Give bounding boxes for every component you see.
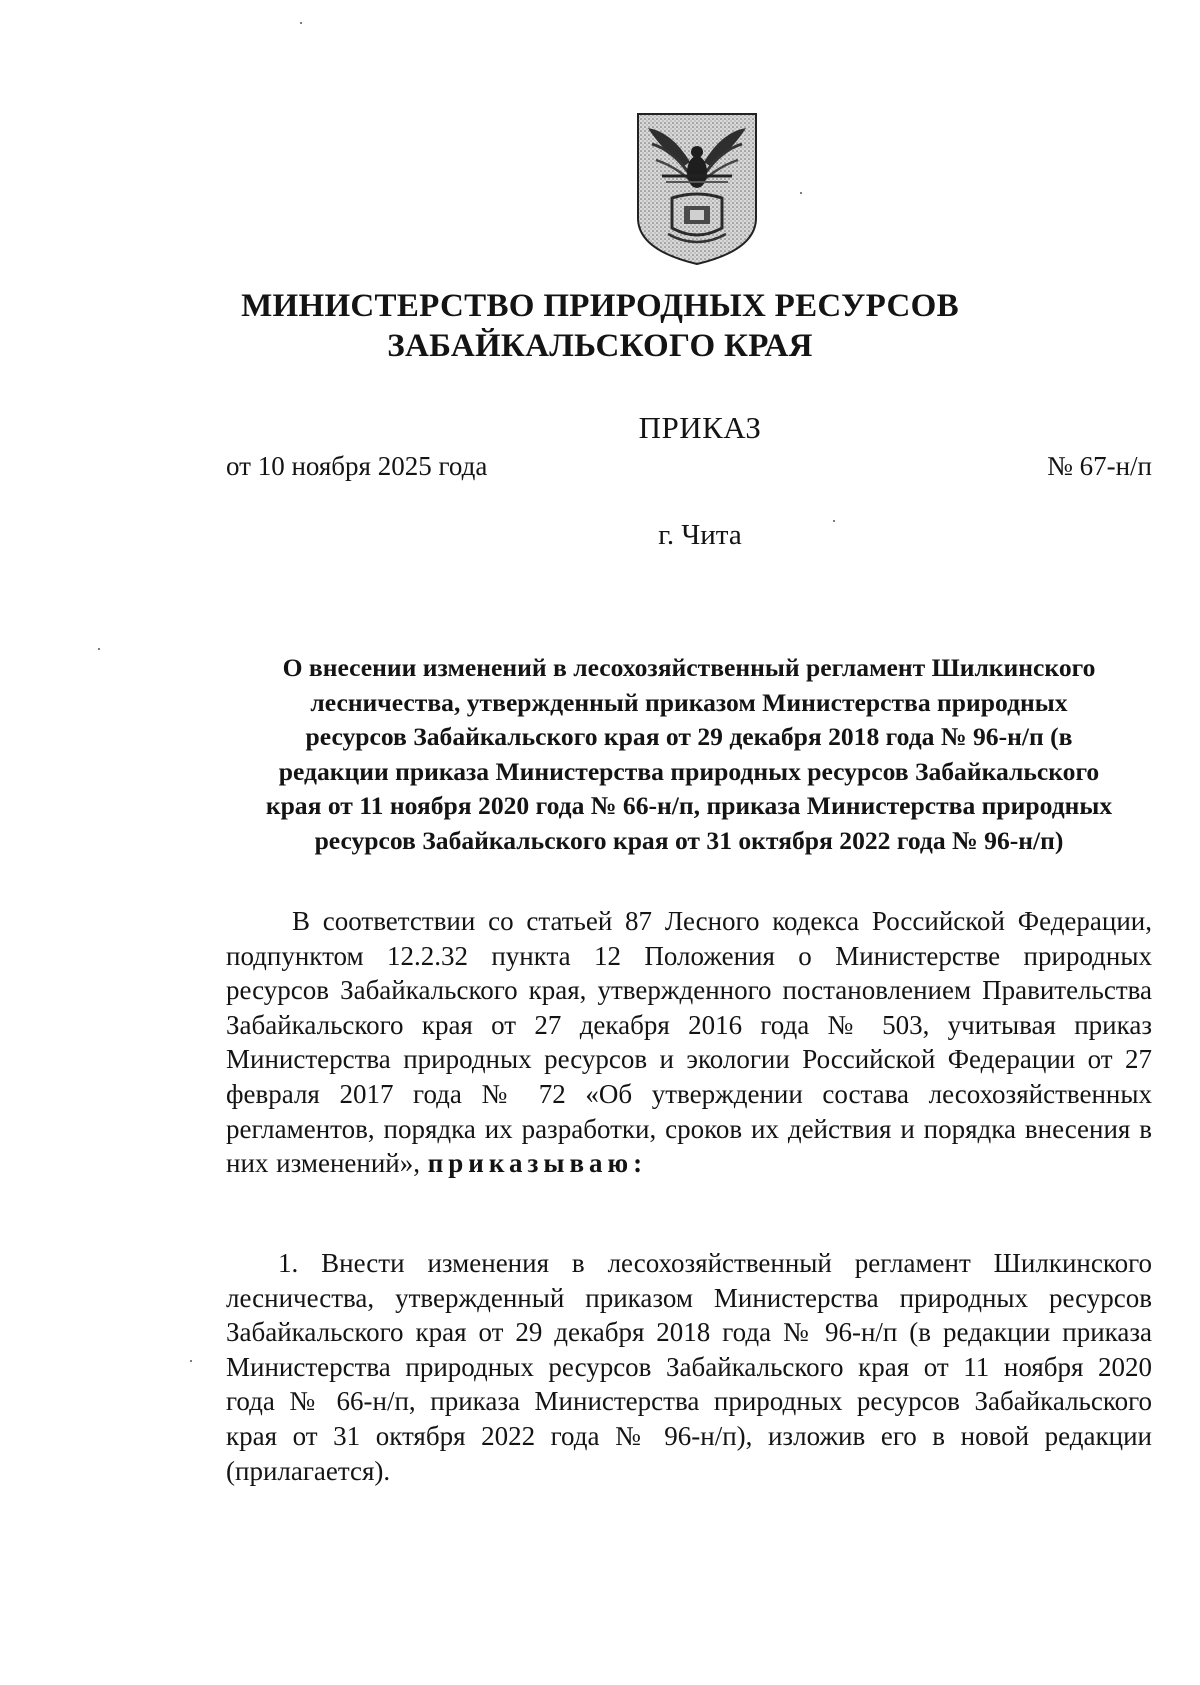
- document-date: от 10 ноября 2025 года: [226, 451, 488, 481]
- scan-speck: [190, 1360, 192, 1362]
- document-city: г. Чита: [658, 519, 742, 551]
- document-title: [226, 651, 1152, 859]
- coat-of-arms-emblem: [632, 110, 762, 268]
- preamble-text: В соответствии со статьей 87 Лесного кодекса Российской Федерации, подпунктом 12.2.32 пункта 12 Положения о Министерстве природных ресурсов Забайкальского края, утвержденного постановлением Правительства Забайкальского края от 27 декабря 2016 года № 503, учитывая приказ Министерства природных ресурсов и экологии Российской Федерации от 27 февраля 2017 года № 72 «Об утверждении состава лесохозяйственных регламентов, порядка их разработки, сроков их действия и порядка внесения в них изменений»,: [226, 906, 1152, 1179]
- preamble-paragraph: [226, 904, 1152, 1181]
- item-1-number: 1.: [278, 1248, 299, 1278]
- document-type: ПРИКАЗ: [638, 410, 762, 445]
- ministry-heading: [200, 286, 1000, 366]
- scan-speck: [98, 648, 100, 650]
- item-1-text: Внести изменения в лесохозяйственный регламент Шилкинского лесничества, утвержденный приказом Министерства природных ресурсов Забайкальского края от 29 декабря 2018 года № 96-н/п (в редакции приказа Министерства природных ресурсов Забайкальского края от 11 ноября 2020 года № 66-н/п, приказа Министерства природных ресурсов Забайкальского края от 31 октября 2022 года № 96-н/п), изложив его в новой редакции (прилагается).: [226, 1248, 1152, 1486]
- title-line: редакции приказа Министерства природных ресурсов Забайкальского: [278, 756, 1100, 786]
- scan-speck: [800, 192, 802, 194]
- title-line: ресурсов Забайкальского края от 31 октября 2022 года № 96-н/п): [314, 825, 1064, 855]
- ministry-line-1: МИНИСТЕРСТВО ПРИРОДНЫХ РЕСУРСОВ: [241, 288, 959, 324]
- ministry-line-2: ЗАБАЙКАЛЬСКОГО КРАЯ: [387, 328, 813, 364]
- scan-speck: [300, 22, 302, 24]
- title-line: лесничества, утвержденный приказом Министерства природных: [310, 687, 1068, 717]
- title-line: края от 11 ноября 2020 года № 66-н/п, приказа Министерства природных: [265, 791, 1113, 821]
- title-line: ресурсов Забайкальского края от 29 декабря 2018 года № 96-н/п (в: [305, 722, 1073, 752]
- order-word: приказываю:: [427, 1148, 648, 1179]
- title-line: О внесении изменений в лесохозяйственный регламент Шилкинского: [282, 653, 1096, 682]
- scan-speck: [833, 520, 835, 522]
- document-number: № 67-н/п: [1047, 451, 1152, 481]
- item-1-paragraph: [226, 1246, 1152, 1488]
